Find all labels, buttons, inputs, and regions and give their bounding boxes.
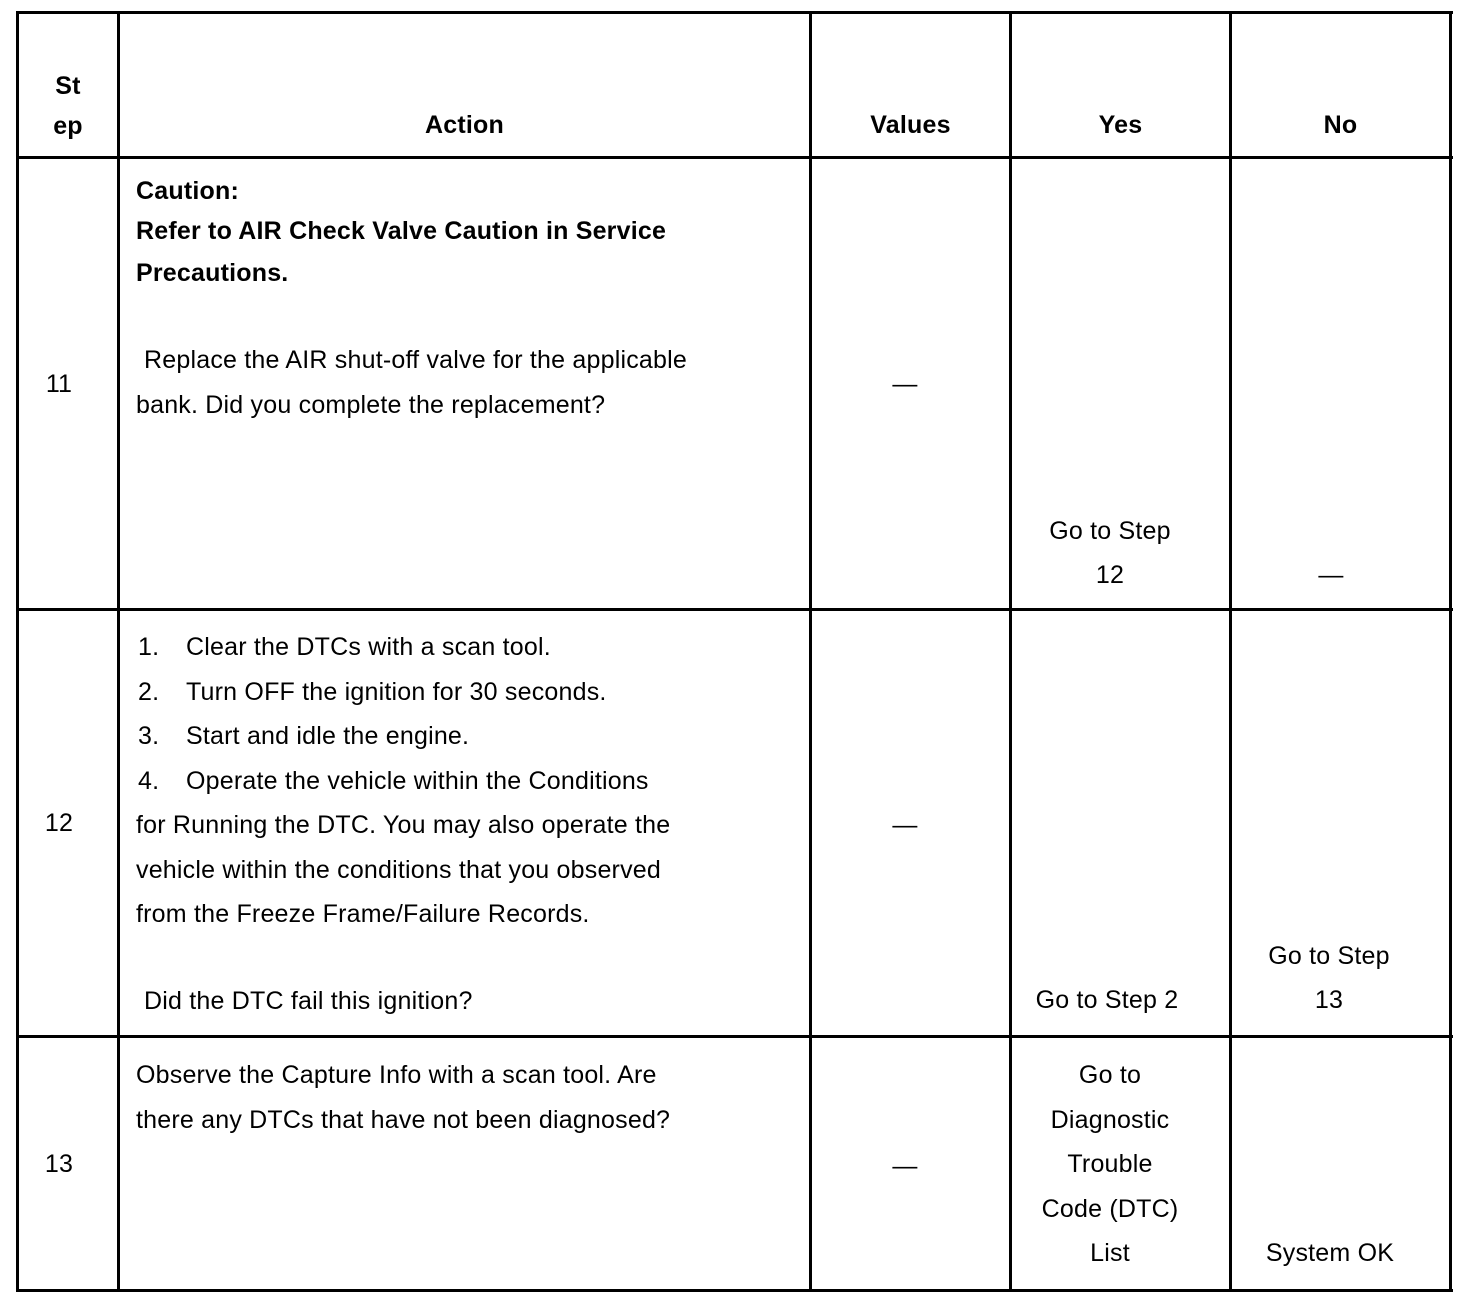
list-item-text: Operate the vehicle within the Conditions [186,766,649,795]
action-text-line: for Running the DTC. You may also operate the [136,811,671,839]
action-cell [136,1053,796,1142]
caution-title: Caution: [136,177,239,205]
list-item [136,759,796,804]
numbered-steps-list [136,625,796,803]
header-step [19,66,117,146]
list-item-number: 1. [138,633,160,661]
yes-cell [1012,509,1208,597]
header-step-line2: ep [53,112,83,140]
list-item-text: Clear the DTCs with a scan tool. [186,633,551,661]
list-item [136,714,796,759]
yes-text-line: Code (DTC) [1041,1194,1179,1223]
list-item [136,670,796,715]
no-step-number: 13 [1314,986,1344,1014]
header-divider [16,156,1453,159]
yes-text-line: Go to [1078,1061,1142,1089]
list-item-number: 4. [138,766,160,795]
yes-text-line: Trouble [1067,1150,1153,1178]
yes-text-line: Diagnostic [1050,1105,1170,1134]
action-text-line2: there any DTCs that have not been diagnosed? [136,1105,671,1134]
action-text-line2: bank. Did you complete the replacement? [136,391,606,419]
action-text-line: vehicle within the conditions that you observed [136,855,661,884]
no-go-to-step-text: Go to Step [1268,942,1390,970]
action-cell [136,625,796,1023]
row-divider-11-12 [16,608,1453,611]
list-item-text: Turn OFF the ignition for 30 seconds. [186,677,607,706]
yes-cell: Go to Step 2 [1035,986,1179,1014]
no-cell: — [1318,561,1344,589]
action-text-line: from the Freeze Frame/Failure Records. [136,900,590,928]
values-cell: — [892,370,918,398]
step-number: 12 [44,809,74,837]
header-step-line1: St [55,72,81,100]
list-item [136,625,796,670]
values-cell: — [892,811,918,839]
header-no: No [1323,111,1358,139]
no-cell [1232,934,1426,1022]
action-question: Did the DTC fail this ignition? [144,986,473,1015]
caution-text-line1: Refer to AIR Check Valve Caution in Service [136,217,667,245]
action-text-line1: Replace the AIR shut-off valve for the applicable [144,346,687,374]
table-border-top [16,11,1453,14]
step-number: 13 [44,1150,74,1178]
col-divider-step-action [117,11,120,1292]
col-divider-action-values [809,11,812,1292]
action-text-line1: Observe the Capture Info with a scan tool. Are [136,1061,657,1089]
no-cell: System OK [1265,1239,1395,1267]
header-values: Values [870,111,951,139]
row-divider-12-13 [16,1035,1453,1038]
values-cell: — [892,1152,918,1180]
yes-text-line: List [1090,1239,1130,1267]
header-action: Action [425,111,504,139]
table-border-bottom [16,1289,1453,1292]
header-yes: Yes [1098,111,1143,139]
col-divider-yes-no [1229,11,1232,1292]
yes-cell [1012,1053,1208,1276]
list-item-number: 3. [138,722,160,750]
step-number: 11 [45,370,73,398]
action-cell [136,171,796,427]
list-item-text: Start and idle the engine. [186,722,470,750]
caution-text-line2: Precautions. [136,259,289,287]
yes-step-number: 12 [1095,561,1125,589]
list-item-number: 2. [138,677,160,706]
table-border-left [16,11,19,1292]
yes-go-to-step-text: Go to Step [1049,517,1171,545]
table-border-right [1449,11,1452,1292]
